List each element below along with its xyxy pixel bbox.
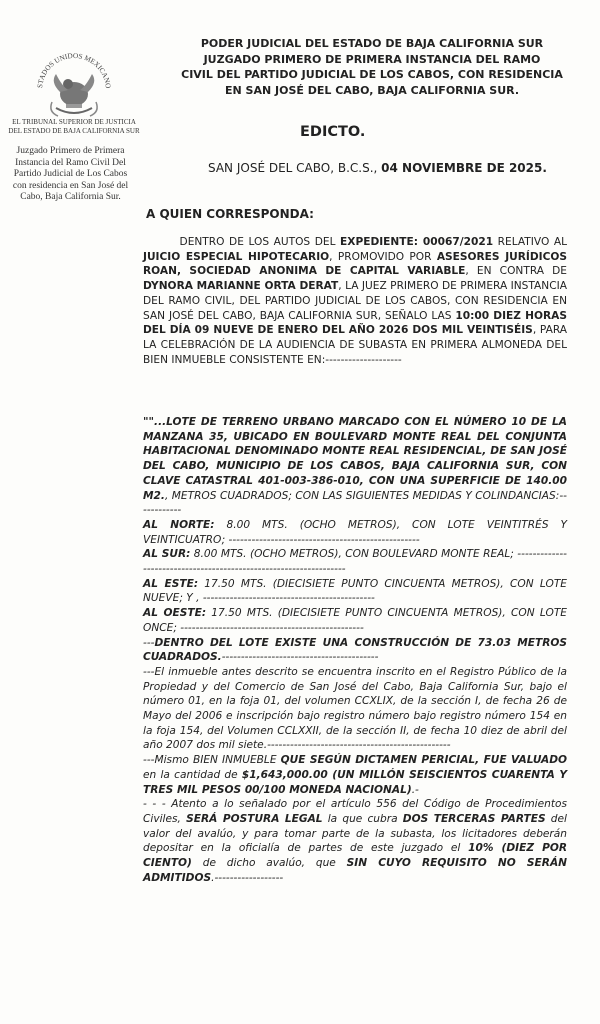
lot-description: ""...LOTE DE TERRENO URBANO MARCADO CON EL NÚMERO 10 DE LA MANZANA 35, UBICADO EN BOULEVARD MONTE REAL DEL CONJUNTA HABITACIONAL DENOMINADO MONTE REAL RESIDENCIAL, DE SAN JOSÉ DEL CABO, MUNICIPIO DE LOS CABOS, BAJA CALIFORNIA SUR, CON CLAVE CATASTRAL 401-003-386-010, CON UNA SUPERFICIE DE 140.00 M2., METROS CUADRADOS; CON LAS SIGUIENTES MEDIDAS Y COLINDANCIAS:------------ xyxy=(143,416,567,517)
seal-ring-text: STADOS UNIDOS MEXICANO xyxy=(36,51,113,89)
place-and-date xyxy=(208,161,547,175)
seal-caption: EL TRIBUNAL SUPERIOR DE JUSTICIA DEL ESTADO DE BAJA CALIFORNIA SUR xyxy=(8,118,140,135)
boundary-north: AL NORTE: 8.00 MTS. (OCHO METROS), CON LOTE VEINTITRÉS Y VEINTICUATRO; -------------------------------------------------- xyxy=(143,518,567,546)
registry-paragraph: ---El inmueble antes descrito se encuentra inscrito en el Registro Público de la Propiedad y del Comercio de San José del Cabo, Baja California Sur, bajo el número 01, en la foja 01, del volumen CCXLIX, de la sección I, de fecha 26 de Mayo del 2006 e inscripción bajo registro número bajo registro número 154 en la foja 154, del Volumen CCLXXII, de la sección II, de fecha 10 diez de abril del año 2007 dos mil siete.------------------------------------------------ xyxy=(143,665,567,752)
document-title: EDICTO. xyxy=(300,124,366,140)
valuation-paragraph: ---Mismo BIEN INMUEBLE QUE SEGÚN DICTAMEN PERICIAL, FUE VALUADO en la cantidad de $1,643,000.00 (UN MILLÓN SEISCIENTOS CUARENTA Y TRES MIL PESOS 00/100 MONEDA NACIONAL).- xyxy=(143,754,568,796)
mexico-coat-of-arms-seal xyxy=(28,38,120,130)
lot-description-block xyxy=(143,415,567,886)
construction-note: ---DENTRO DEL LOTE EXISTE UNA CONSTRUCCIÓN DE 73.03 METROS CUADRADOS.----------------------------------------- xyxy=(143,636,567,664)
place: SAN JOSÉ DEL CABO, B.C.S., xyxy=(208,161,382,175)
salutation: A QUIEN CORRESPONDA: xyxy=(146,207,314,221)
boundary-south: AL SUR: 8.00 MTS. (OCHO METROS), CON BOULEVARD MONTE REAL; ------------------------------------------------------------------ xyxy=(143,548,567,576)
boundary-east: AL ESTE: 17.50 MTS. (DIECISIETE PUNTO CINCUENTA METROS), CON LOTE NUEVE; Y , --------------------------------------------- xyxy=(143,577,567,605)
paragraph-case-details: DENTRO DE LOS AUTOS DEL EXPEDIENTE: 00067/2021 RELATIVO AL JUICIO ESPECIAL HIPOTECARIO, PROMOVIDO POR ASESORES JURÍDICOS ROAN, SOCIEDAD ANONIMA DE CAPITAL VARIABLE, EN CONTRA DE DYNORA MARIANNE ORTA DERAT, LA JUEZ PRIMERO DE PRIMERA INSTANCIA DEL RAMO CIVIL, DEL PARTIDO JUDICIAL DE LOS CABOS, CON RESIDENCIA EN SAN JOSÉ DEL CABO, BAJA CALIFORNIA SUR, SEÑALO LAS 10:00 DIEZ HORAS DEL DÍA 09 NUEVE DE ENERO DEL AÑO 2026 DOS MIL VEINTISÉIS, PARA LA CELEBRACIÓN DE LA AUDIENCIA DE SUBASTA EN PRIMERA ALMONEDA DEL BIEN INMUEBLE CONSISTENTE EN:-------------------- xyxy=(143,236,568,366)
legal-posture-paragraph: - - - Atento a lo señalado por el artículo 556 del Código de Procedimientos Civiles, SERÁ POSTURA LEGAL la que cubra DOS TERCERAS PARTES del valor del avalúo, y para tomar parte de la subasta, los licitadores deberán depositar en la oficialía de partes de este juzgado el 10% (DIEZ POR CIENTO) de dicho avalúo, que SIN CUYO REQUISITO NO SERÁN ADMITIDOS.------------------ xyxy=(143,798,568,884)
document-header: PODER JUDICIAL DEL ESTADO DE BAJA CALIFORNIA SUR JUZGADO PRIMERO DE PRIMERA INSTANCIA DEL RAMO CIVIL DEL PARTIDO JUDICIAL DE LOS CABOS, CON RESIDENCIA EN SAN JOSÉ DEL CABO, BAJA CALIFORNIA SUR. xyxy=(181,37,563,97)
court-name-left: Juzgado Primero de Primera Instancia del Ramo Civil Del Partido Judicial de Los Cabos con residencia en San José del Cabo, Baja California Sur. xyxy=(12,146,129,202)
date: 04 NOVIEMBRE DE 2025. xyxy=(381,161,547,175)
boundary-west: AL OESTE: 17.50 MTS. (DIECISIETE PUNTO CINCUENTA METROS), CON LOTE ONCE; ------------------------------------------------ xyxy=(143,607,567,634)
